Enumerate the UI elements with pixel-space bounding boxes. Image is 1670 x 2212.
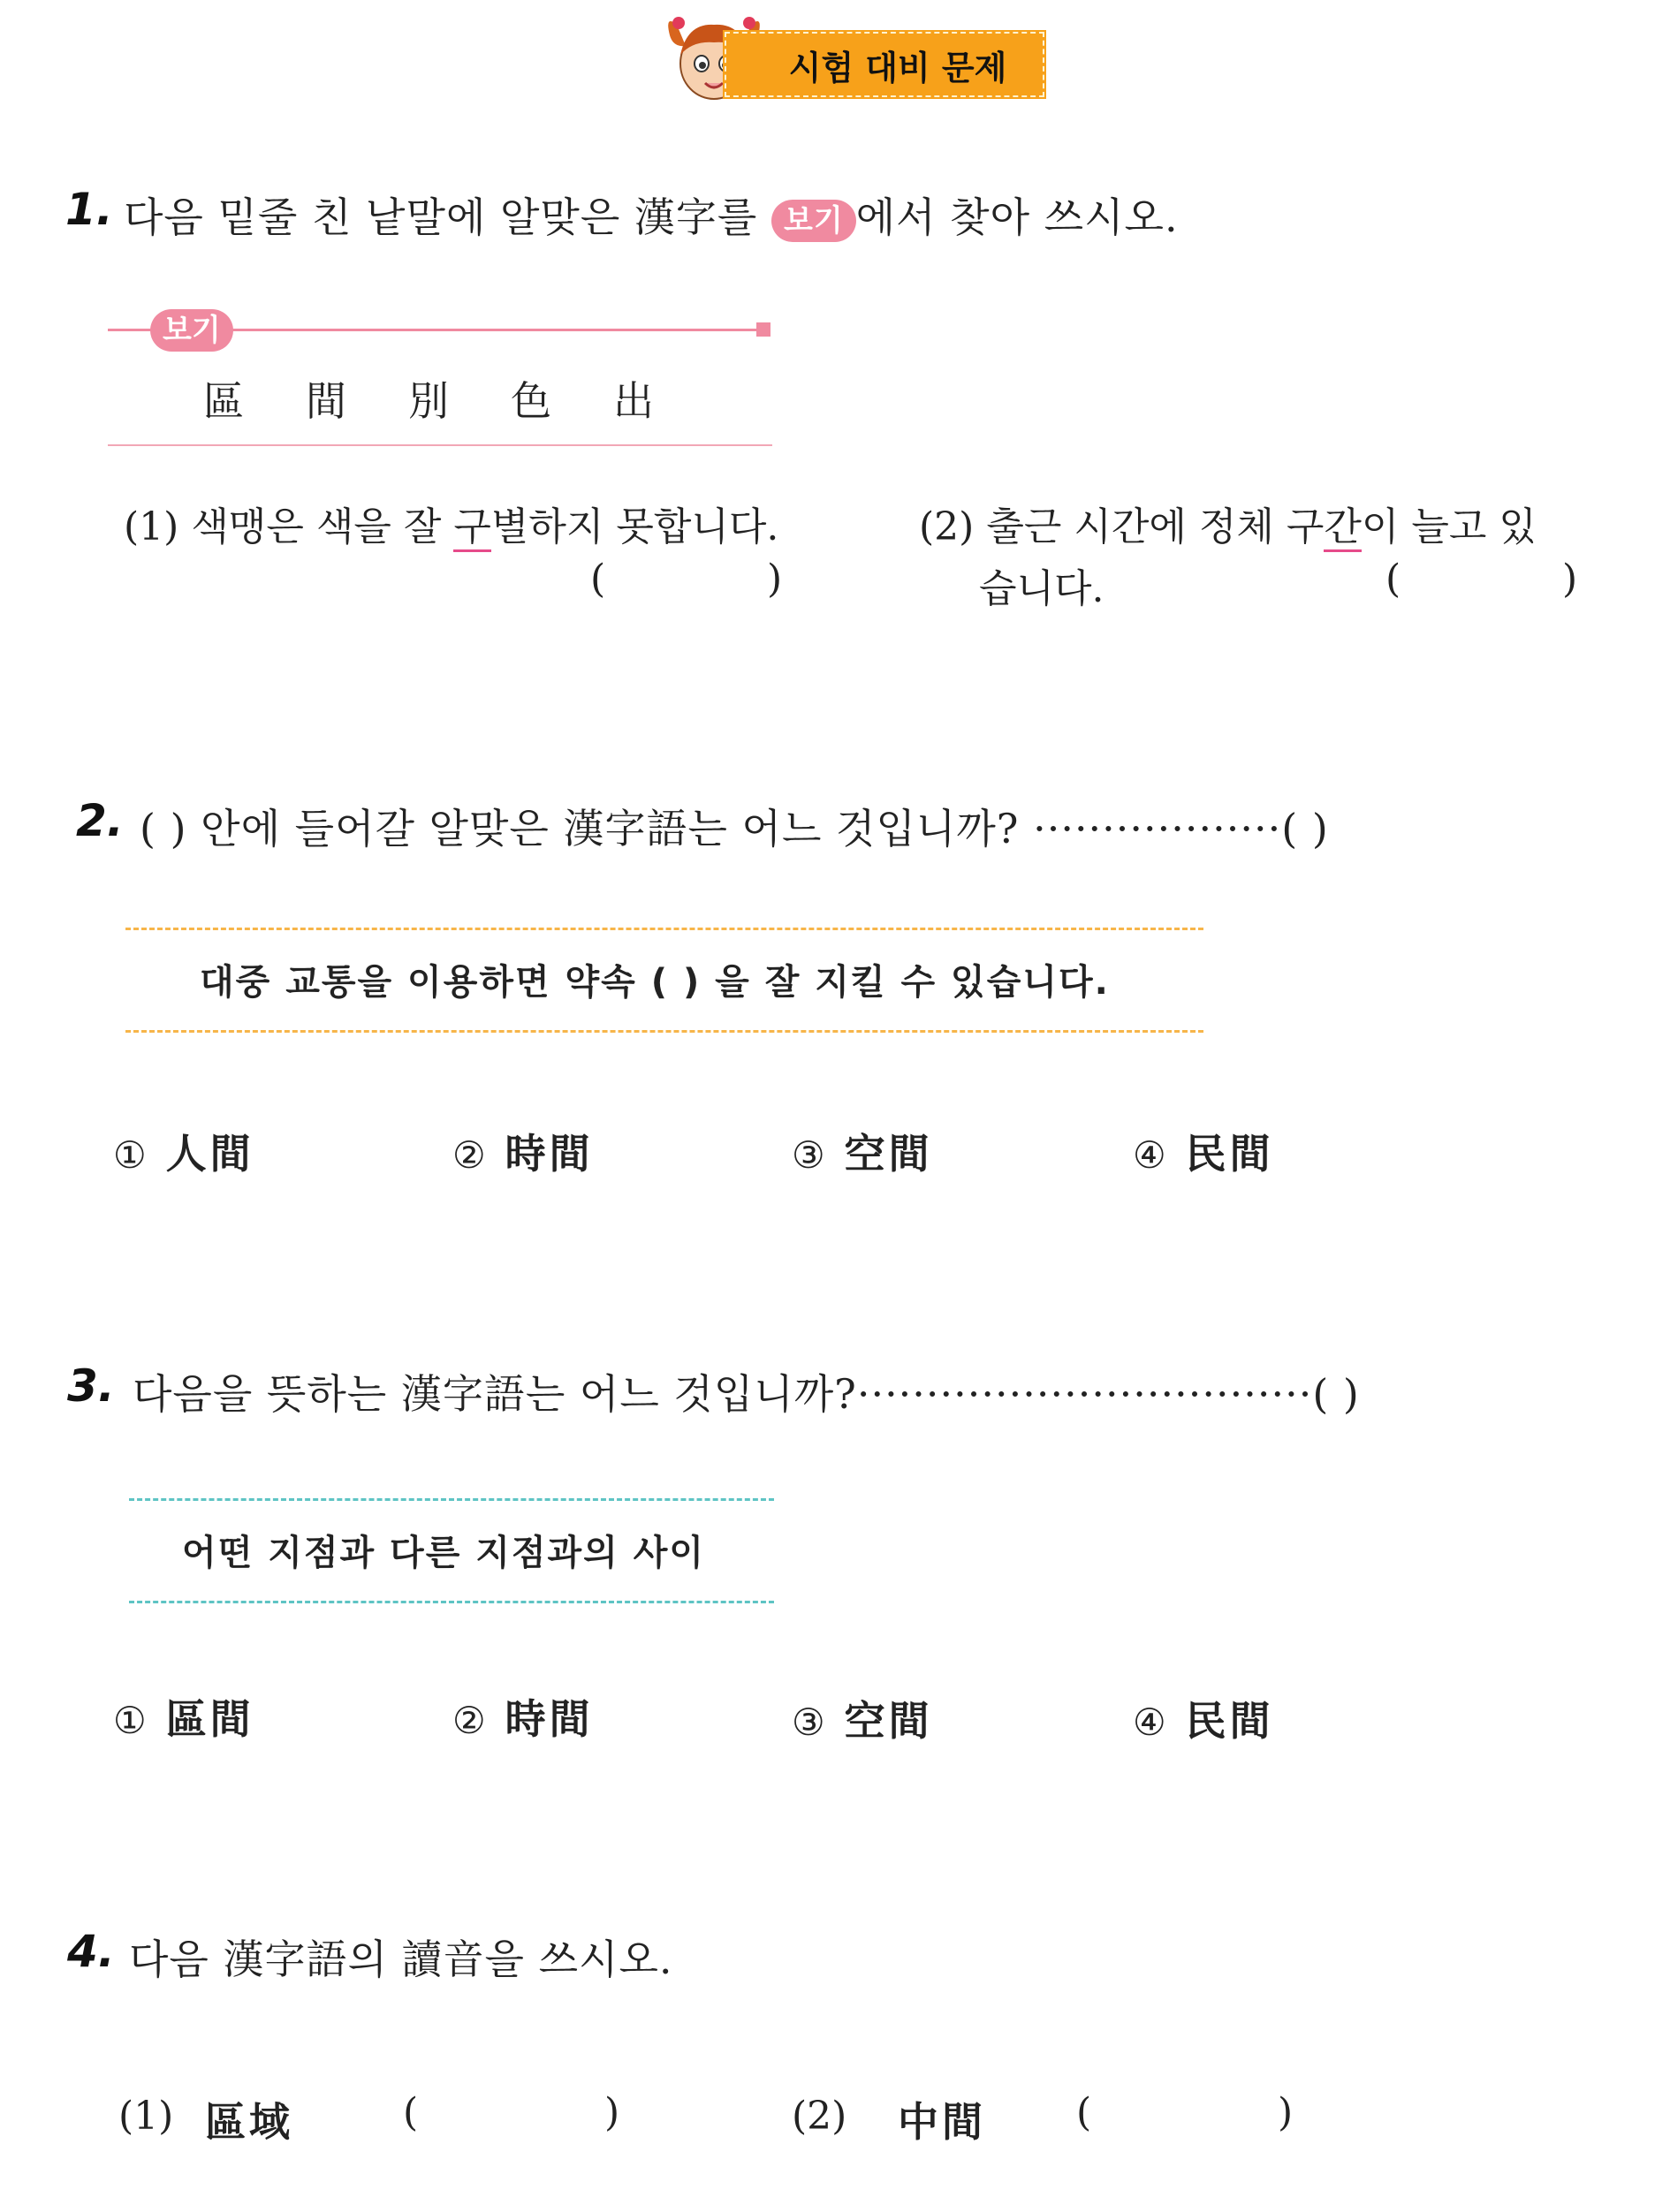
bogi-pill-inline: 보기 xyxy=(771,200,856,242)
q1-sub2-underlined: 간 xyxy=(1324,504,1362,552)
q1-sub1-paren-open: ( xyxy=(590,557,606,602)
question-2-number: 2. xyxy=(76,795,124,846)
bogi-char: 區 xyxy=(203,377,244,425)
q2-box-bottom-rule xyxy=(125,1030,1203,1033)
question-4-text: 다음 漢字語의 讀音을 쓰시오. xyxy=(129,1936,673,1983)
q2-option-3[interactable]: ③ 空間 xyxy=(792,1130,933,1178)
q1-sub2-number: (2) xyxy=(919,504,975,549)
q3-option-3[interactable]: ③ 空間 xyxy=(792,1697,933,1745)
q1-sub2 xyxy=(919,495,1537,551)
q1-sub2-line2: 습니다. xyxy=(979,566,1104,611)
bogi-char: 別 xyxy=(408,377,449,425)
bogi-char: 出 xyxy=(613,377,654,425)
q3-option-4[interactable]: ④ 民間 xyxy=(1133,1697,1274,1745)
question-4-number: 4. xyxy=(67,1926,115,1977)
question-2-text: ( ) 안에 들어갈 알맞은 漢字語는 어느 것입니까? ··················( ) xyxy=(140,805,1329,852)
q1-sub1-paren-close: ) xyxy=(767,557,783,602)
q3-box-definition: 어떤 지점과 다른 지점과의 사이 xyxy=(182,1533,706,1573)
q2-option-1[interactable]: ① 人間 xyxy=(113,1130,254,1178)
q1-sub1-underlined: 구 xyxy=(453,504,491,552)
question-1-text-a: 다음 밑줄 친 낱말에 알맞은 漢字를 xyxy=(124,193,771,241)
question-3-number: 3. xyxy=(67,1360,115,1412)
q4-item-2-paren-close: ) xyxy=(1278,2090,1294,2135)
q3-box-top-rule xyxy=(129,1498,774,1501)
bogi-character-list xyxy=(203,369,716,428)
q2-box-sentence: 대중 교통을 이용하면 약속 ( ) 을 잘 지킬 수 있습니다. xyxy=(200,962,1110,1003)
bogi-char: 間 xyxy=(306,377,346,425)
q1-sub1-number: (1) xyxy=(124,504,179,549)
q1-sub2-paren-open: ( xyxy=(1385,557,1401,602)
question-3-text: 다음을 뜻하는 漢字語는 어느 것입니까?·································( ) xyxy=(133,1370,1360,1418)
q4-item-1-paren-close: ) xyxy=(604,2090,620,2135)
q4-item-2-number: (2) xyxy=(792,2094,847,2139)
q2-option-4[interactable]: ④ 民間 xyxy=(1133,1130,1274,1178)
q1-sub1 xyxy=(124,495,778,551)
q4-item-1-paren-open: ( xyxy=(403,2090,419,2135)
section-title-badge: 시험 대비 문제 xyxy=(725,32,1044,97)
question-1-text xyxy=(124,186,1179,244)
q4-item-2-word: 中間 xyxy=(898,2098,986,2146)
bogi-rule-end xyxy=(756,322,770,337)
q3-option-1[interactable]: ① 區間 xyxy=(113,1695,254,1743)
bogi-label: 보기 xyxy=(150,309,233,352)
bogi-bottom-rule xyxy=(108,444,772,446)
q1-sub1-pre: 색맹은 색을 잘 xyxy=(191,504,454,549)
q1-sub1-post: 별하지 못합니다. xyxy=(490,504,779,549)
q1-sub2-paren-close: ) xyxy=(1562,557,1578,602)
q1-sub2-post: 이 늘고 있 xyxy=(1361,504,1537,549)
q3-option-2[interactable]: ② 時間 xyxy=(452,1695,594,1743)
q3-box-bottom-rule xyxy=(129,1601,774,1603)
question-1-text-b: 에서 찾아 쓰시오. xyxy=(855,193,1179,241)
q4-item-1-word: 區域 xyxy=(205,2098,293,2146)
q2-box-top-rule xyxy=(125,928,1203,930)
q4-item-1-number: (1) xyxy=(118,2094,174,2139)
question-1-number: 1. xyxy=(65,184,113,235)
q1-sub2-pre: 출근 시간에 정체 구 xyxy=(986,504,1325,549)
q4-item-2-paren-open: ( xyxy=(1076,2090,1092,2135)
bogi-char: 色 xyxy=(511,377,551,425)
q2-option-2[interactable]: ② 時間 xyxy=(452,1130,594,1178)
